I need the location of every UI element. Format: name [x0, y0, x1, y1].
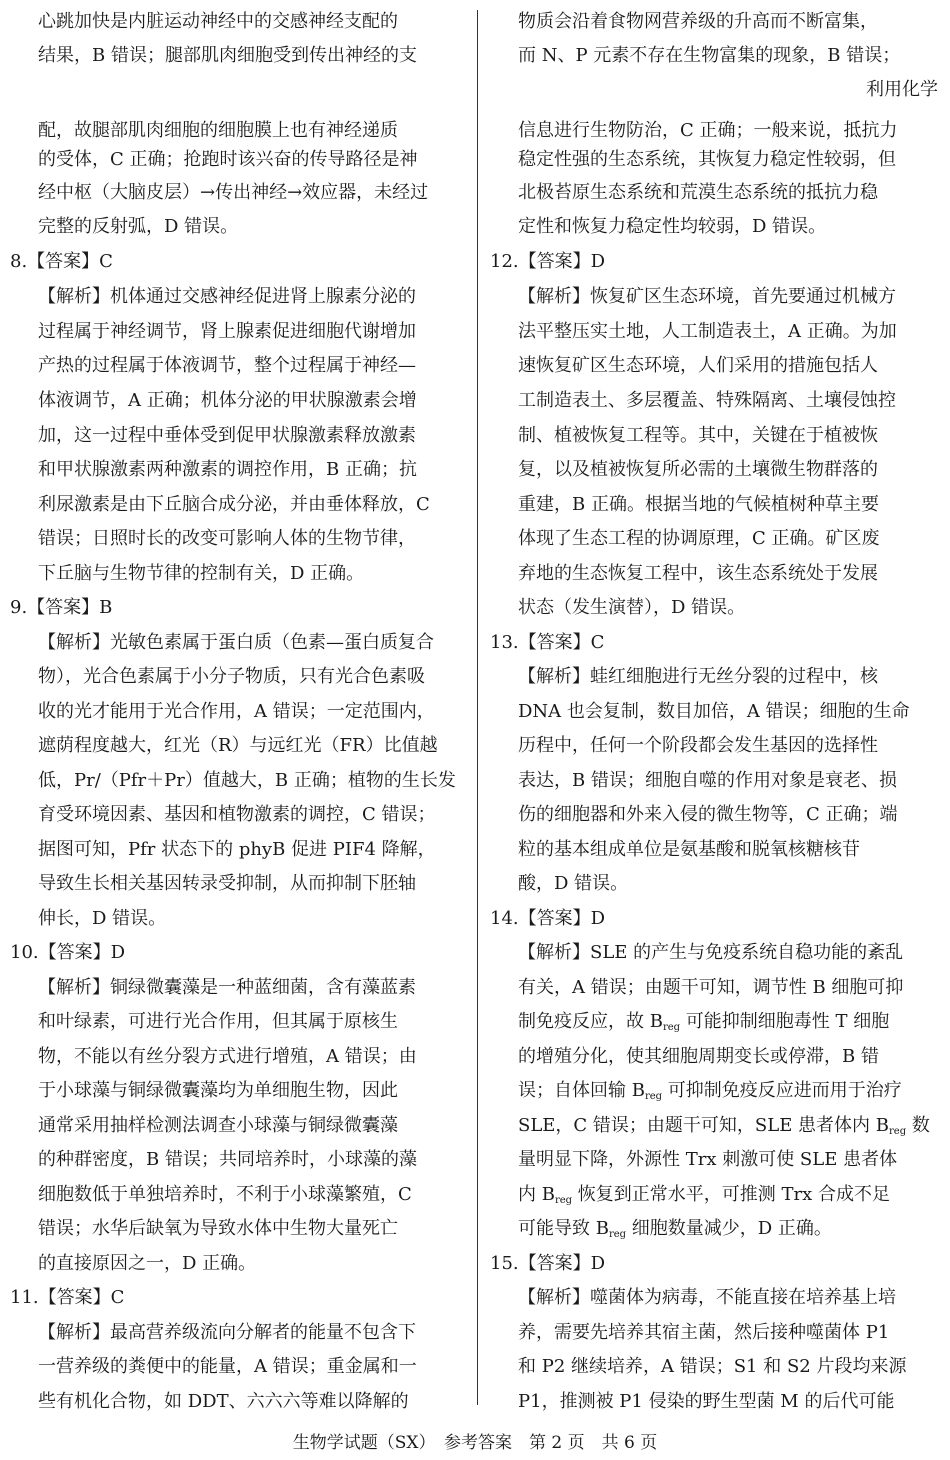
text-line: 复，以及植被恢复所必需的土壤微生物群落的 — [518, 459, 878, 480]
text-line: 结果，B 错误；腿部肌肉细胞受到传出神经的支 — [38, 45, 417, 66]
text-line: 过程属于神经调节，肾上腺素促进细胞代谢增加 — [38, 321, 416, 342]
text-line: 加，这一过程中垂体受到促甲状腺激素释放激素 — [38, 425, 416, 446]
text-line: 物，不能以有丝分裂方式进行增殖，A 错误；由 — [38, 1046, 417, 1067]
text-line: 物质会沿着食物网营养级的升高而不断富集， — [518, 11, 878, 32]
text-line: 的直接原因之一，D 正确。 — [38, 1253, 257, 1274]
text-line: 和叶绿素，可进行光合作用，但其属于原核生 — [38, 1011, 398, 1032]
text-span: 内 B — [518, 1184, 555, 1205]
text-line: 些有机化合物，如 DDT、六六六等难以降解的 — [38, 1391, 409, 1412]
text-line: 的种群密度，B 错误；共同培养时，小球藻的藻 — [38, 1149, 417, 1170]
text-line: 9.【答案】B — [10, 597, 113, 618]
text-line: 定性和恢复力稳定性均较弱，D 错误。 — [518, 216, 827, 237]
subscript: reg — [662, 1022, 681, 1033]
text-line: 量明显下降，外源性 Trx 刺激可使 SLE 患者体 — [518, 1149, 898, 1170]
text-line: 信息进行生物防治，C 正确；一般来说，抵抗力 — [518, 120, 898, 141]
text-line: 和甲状腺激素两种激素的调控作用，B 正确；抗 — [38, 459, 417, 480]
text-line: 体液调节，A 正确；机体分泌的甲状腺激素会增 — [38, 390, 417, 411]
text-line: 酸，D 错误。 — [518, 873, 629, 894]
subscript: reg — [644, 1091, 663, 1102]
text-line — [518, 1183, 890, 1207]
text-line: 而 N、P 元素不存在生物富集的现象，B 错误； — [518, 45, 901, 66]
subscript: reg — [608, 1229, 627, 1240]
text-line: 粒的基本组成单位是氨基酸和脱氧核糖核苷 — [518, 839, 860, 860]
text-line — [518, 1010, 889, 1034]
text-line — [518, 1079, 902, 1103]
text-line: 配，故腿部肌肉细胞的细胞膜上也有神经递质 — [38, 120, 398, 141]
text-line: 利尿激素是由下丘脑合成分泌，并由垂体释放，C — [38, 494, 430, 515]
subscript: reg — [554, 1195, 573, 1206]
text-line: 【解析】噬菌体为病毒，不能直接在培养基上培 — [518, 1287, 896, 1308]
text-line: DNA 也会复制，数目加倍，A 错误；细胞的生命 — [518, 701, 910, 722]
text-line: 【解析】机体通过交感神经促进肾上腺素分泌的 — [38, 286, 416, 307]
text-line: 利用化学 — [866, 79, 938, 100]
text-span: 制免疫反应，故 B — [518, 1011, 663, 1032]
text-line: 遮荫程度越大，红光（R）与远红光（FR）比值越 — [38, 735, 438, 756]
text-line: 伸长，D 错误。 — [38, 908, 167, 929]
text-line: 细胞数低于单独培养时，不利于小球藻繁殖，C — [38, 1184, 412, 1205]
text-line: 心跳加快是内脏运动神经中的交感神经支配的 — [38, 11, 398, 32]
text-line: 制、植被恢复工程等。其中，关键在于植被恢 — [518, 425, 878, 446]
text-line: 伤的细胞器和外来入侵的微生物等，C 正确；端 — [518, 804, 898, 825]
text-span: 可能导致 B — [518, 1218, 609, 1239]
text-line: 【解析】恢复矿区生态环境，首先要通过机械方 — [518, 286, 896, 307]
text-line: 8.【答案】C — [10, 251, 113, 272]
text-line: 错误；水华后缺氧为导致水体中生物大量死亡 — [38, 1218, 398, 1239]
text-span: 可能抑制细胞毒性 T 细胞 — [680, 1011, 890, 1032]
text-line: 导致生长相关基因转录受抑制，从而抑制下胚轴 — [38, 873, 416, 894]
text-line: 速恢复矿区生态环境，人们采用的措施包括人 — [518, 355, 878, 376]
text-span: 细胞数量减少，D 正确。 — [626, 1218, 832, 1239]
text-line: 下丘脑与生物节律的控制有关，D 正确。 — [38, 563, 365, 584]
text-span: 误；自体回输 B — [518, 1080, 645, 1101]
text-line: 工制造表土、多层覆盖、特殊隔离、土壤侵蚀控 — [518, 390, 896, 411]
text-line: 法平整压实土地，人工制造表土，A 正确。为加 — [518, 321, 897, 342]
text-line: 一营养级的粪便中的能量，A 错误；重金属和一 — [38, 1356, 417, 1377]
text-line: 收的光才能用于光合作用，A 错误；一定范围内， — [38, 701, 435, 722]
text-line: 和 P2 继续培养，A 错误；S1 和 S2 片段均来源 — [518, 1356, 907, 1377]
text-line: 状态（发生演替），D 错误。 — [518, 597, 746, 618]
text-line — [518, 1217, 832, 1241]
text-line: 15.【答案】D — [490, 1253, 606, 1274]
text-line: P1，推测被 P1 侵染的野生型菌 M 的后代可能 — [518, 1391, 895, 1412]
text-line: 【解析】光敏色素属于蛋白质（色素—蛋白质复合 — [38, 632, 434, 653]
text-line: 经中枢（大脑皮层）→传出神经→效应器，未经过 — [38, 182, 429, 203]
text-span: 可抑制免疫反应进而用于治疗 — [662, 1080, 902, 1101]
text-line: 【解析】铜绿微囊藻是一种蓝细菌，含有藻蓝素 — [38, 977, 416, 998]
text-line: 【解析】最高营养级流向分解者的能量不包含下 — [38, 1322, 416, 1343]
text-line: 体现了生态工程的协调原理，C 正确。矿区废 — [518, 528, 880, 549]
text-line: 通常采用抽样检测法调查小球藻与铜绿微囊藻 — [38, 1115, 398, 1136]
text-line: 弃地的生态恢复工程中，该生态系统处于发展 — [518, 563, 878, 584]
text-line: 养，需要先培养其宿主菌，然后接种噬菌体 P1 — [518, 1322, 890, 1343]
text-line: 表达，B 错误；细胞自噬的作用对象是衰老、损 — [518, 770, 897, 791]
text-line: 有关，A 错误；由题干可知，调节性 B 细胞可抑 — [518, 977, 904, 998]
text-span: SLE，C 错误；由题干可知，SLE 患者体内 B — [518, 1115, 890, 1136]
column-divider — [477, 10, 478, 1405]
text-line: 【解析】蛙红细胞进行无丝分裂的过程中，核 — [518, 666, 878, 687]
text-line: 低，Pr/（Pfr＋Pr）值越大，B 正确；植物的生长发 — [38, 770, 456, 791]
text-line: 于小球藻与铜绿微囊藻均为单细胞生物，因此 — [38, 1080, 398, 1101]
page-footer: 生物学试题（SX） 参考答案 第 2 页 共 6 页 — [292, 1433, 658, 1453]
text-line: 的增殖分化，使其细胞周期变长或停滞，B 错 — [518, 1046, 879, 1067]
text-line: 13.【答案】C — [490, 632, 605, 653]
text-line: 物），光合色素属于小分子物质，只有光合色素吸 — [38, 666, 425, 687]
text-line: 12.【答案】D — [490, 251, 606, 272]
text-line: 据图可知，Pfr 状态下的 phyB 促进 PIF4 降解， — [38, 839, 436, 860]
text-line: 错误；日照时长的改变可影响人体的生物节律， — [38, 528, 416, 549]
text-line: 11.【答案】C — [10, 1287, 125, 1308]
text-line: 产热的过程属于体液调节，整个过程属于神经— — [38, 355, 416, 376]
text-span: 数 — [906, 1115, 930, 1136]
text-line: 重建，B 正确。根据当地的气候植树种草主要 — [518, 494, 879, 515]
text-line — [518, 1114, 930, 1138]
text-line: 【解析】SLE 的产生与免疫系统自稳功能的紊乱 — [518, 942, 904, 963]
text-line: 14.【答案】D — [490, 908, 606, 929]
text-span: 恢复到正常水平，可推测 Trx 合成不足 — [572, 1184, 890, 1205]
text-line: 历程中，任何一个阶段都会发生基因的选择性 — [518, 735, 878, 756]
text-line: 的受体，C 正确；抢跑时该兴奋的传导路径是神 — [38, 149, 418, 170]
text-line: 北极苔原生态系统和荒漠生态系统的抵抗力稳 — [518, 182, 878, 203]
text-line: 完整的反射弧，D 错误。 — [38, 216, 239, 237]
text-line: 稳定性强的生态系统，其恢复力稳定性较弱，但 — [518, 149, 896, 170]
text-line: 10.【答案】D — [10, 942, 126, 963]
subscript: reg — [889, 1126, 907, 1137]
text-line: 育受环境因素、基因和植物激素的调控，C 错误； — [38, 804, 436, 825]
